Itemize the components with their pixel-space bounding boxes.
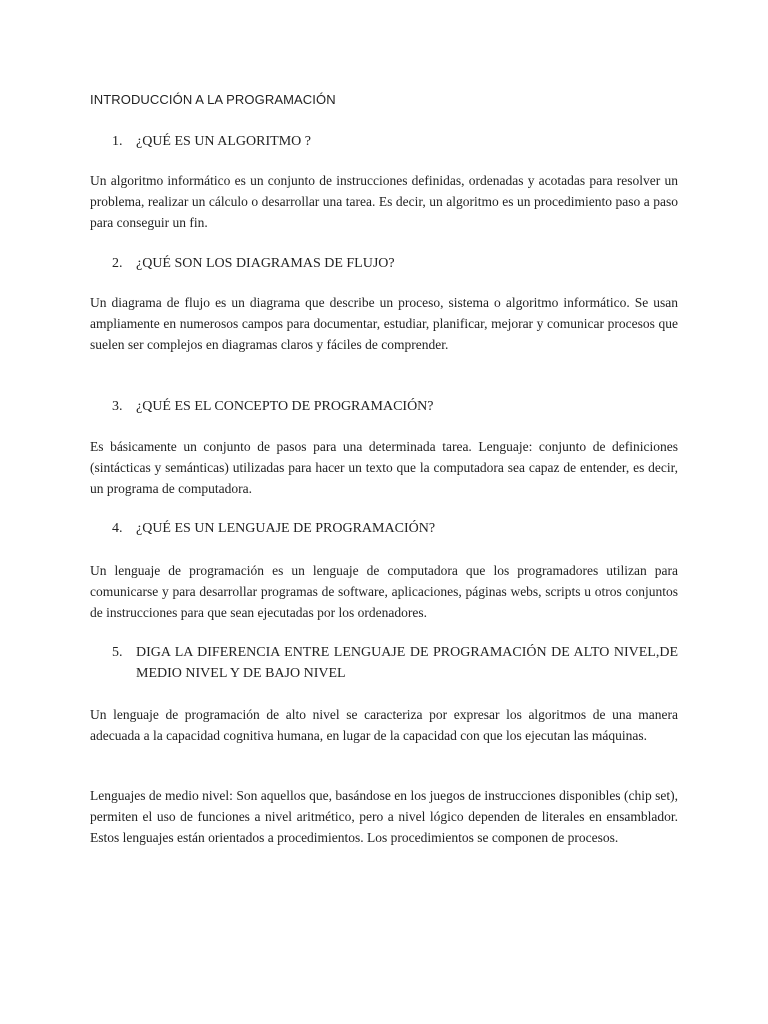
section-1-paragraph: Un algoritmo informático es un conjunto de instrucciones definidas, ordenadas y acotadas para resolver un problema, realizar un cálculo o desarrollar una tarea. Es decir, un algoritmo es un procedimiento paso a paso para conseguir un fin. [90, 173, 678, 230]
section-number: 3. [112, 399, 123, 414]
section-heading-text: DIGA LA DIFERENCIA ENTRE LENGUAJE DE PROGRAMACIÓN DE ALTO NIVEL,DE MEDIO NIVEL Y DE BAJO NIVEL [136, 645, 678, 681]
section-heading-text: ¿QUÉ ES EL CONCEPTO DE PROGRAMACIÓN? [136, 399, 434, 414]
section-heading-text: ¿QUÉ SON LOS DIAGRAMAS DE FLUJO? [136, 256, 395, 271]
section-heading-text: ¿QUÉ ES UN LENGUAJE DE PROGRAMACIÓN? [136, 521, 436, 536]
section-heading-text: ¿QUÉ ES UN ALGORITMO ? [136, 134, 311, 149]
section-1-heading [90, 131, 678, 152]
section-3-heading [90, 396, 678, 417]
section-5-paragraph-2: Lenguajes de medio nivel: Son aquellos que, basándose en los juegos de instrucciones disponibles (chip set), permiten el uso de funciones a nivel aritmético, pero a nivel lógico dependen de literales en ensamblador. Estos lenguajes están orientados a procedimientos. Los procedimientos se componen de procesos. [90, 788, 678, 845]
section-number: 2. [112, 256, 123, 271]
section-4-heading [90, 518, 678, 539]
section-number: 1. [112, 134, 123, 149]
section-number: 5. [112, 645, 123, 660]
section-number: 4. [112, 521, 123, 536]
section-5-heading [90, 642, 678, 684]
section-2-heading [90, 253, 678, 274]
section-5-paragraph-1: Un lenguaje de programación de alto nivel se caracteriza por expresar los algoritmos de una manera adecuada a la capacidad cognitiva humana, en lugar de la capacidad con que los ejecutan las máquinas. [90, 707, 678, 743]
section-3-paragraph: Es básicamente un conjunto de pasos para una determinada tarea. Lenguaje: conjunto de definiciones (sintácticas y semánticas) utilizadas para hacer un texto que la computadora sea capaz de entender, es decir, un programa de computadora. [90, 439, 678, 496]
section-4-paragraph: Un lenguaje de programación es un lenguaje de computadora que los programadores utilizan para comunicarse y para desarrollar programas de software, aplicaciones, páginas webs, scripts u otros conjuntos de instrucciones para que sean ejecutadas por los ordenadores. [90, 563, 678, 620]
section-2-paragraph: Un diagrama de flujo es un diagrama que describe un proceso, sistema o algoritmo informático. Se usan ampliamente en numerosos campos para documentar, estudiar, planificar, mejorar y comunicar procesos que suelen ser complejos en diagramas claros y fáciles de comprender. [90, 295, 678, 352]
document-title: INTRODUCCIÓN A LA PROGRAMACIÓN [90, 92, 336, 107]
